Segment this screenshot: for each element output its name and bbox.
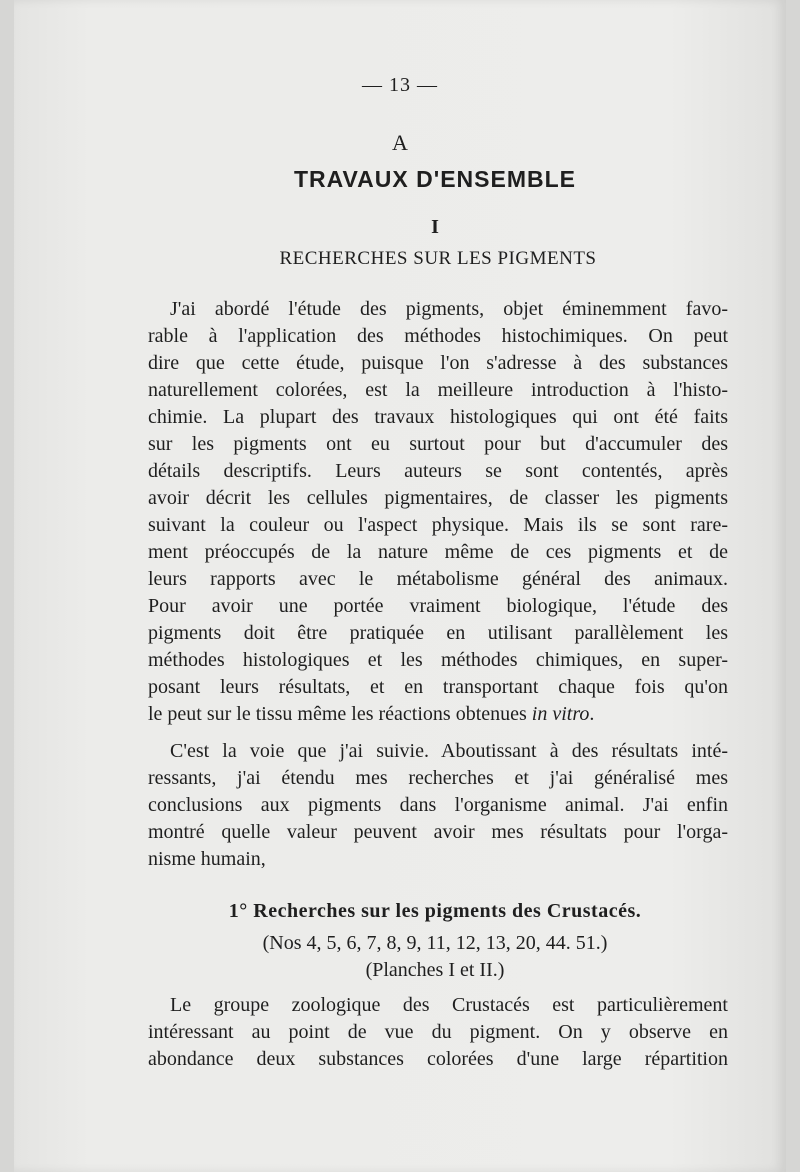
paragraph-line: pigments doit être pratiquée en utilisant parallèlement les — [148, 622, 728, 644]
paragraph-line: Pour avoir une portée vraiment biologique, l'étude des — [148, 595, 728, 617]
paragraph-line: détails descriptifs. Leurs auteurs se sont contentés, après — [148, 460, 728, 482]
paragraph-line: C'est la voie que j'ai suivie. Aboutissant à des résultats inté- — [170, 740, 728, 762]
line-end: . — [589, 703, 595, 725]
section-title: TRAVAUX D'ENSEMBLE — [293, 166, 577, 192]
paragraph-line: Le groupe zoologique des Crustacés est particulièrement — [170, 994, 728, 1016]
paragraph-line: montré quelle valeur peuvent avoir mes résultats pour l'orga- — [148, 821, 728, 843]
paragraph-line: ment préoccupés de la nature même de ces pigments et de — [148, 541, 728, 563]
line-text: le peut sur le tissu même les réactions obtenues — [148, 703, 532, 725]
italic-term: in vitro — [531, 703, 590, 725]
subsection-number: I — [431, 216, 439, 238]
page-number: — 13 — — [362, 74, 438, 96]
item-plates: (Planches I et II.) — [365, 959, 505, 981]
paragraph-line: avoir décrit les cellules pigmentaires, de classer les pigments — [148, 487, 728, 509]
paragraph-line: sur les pigments ont eu surtout pour but d'accumuler des — [148, 433, 728, 455]
paragraph-line: abondance deux substances colorées d'une large répartition — [148, 1048, 728, 1070]
paragraph-line: chimie. La plupart des travaux histologiques qui ont été faits — [148, 406, 728, 428]
paragraph-line: J'ai abordé l'étude des pigments, objet éminemment favo- — [170, 298, 728, 320]
paragraph-line: conclusions aux pigments dans l'organisme animal. J'ai enfin — [148, 794, 728, 816]
paragraph-line: posant leurs résultats, et en transportant chaque fois qu'on — [148, 676, 728, 698]
paragraph-line: dire que cette étude, puisque l'on s'adresse à des substances — [148, 352, 728, 374]
item-references: (Nos 4, 5, 6, 7, 8, 9, 11, 12, 13, 20, 44. 51.) — [262, 932, 608, 954]
paragraph-line: intéressant au point de vue du pigment. On y observe en — [148, 1021, 728, 1043]
item-heading: 1° Recherches sur les pigments des Crustacés. — [228, 900, 642, 922]
paragraph-line: ressants, j'ai étendu mes recherches et j'ai généralisé mes — [148, 767, 728, 789]
subsection-title: RECHERCHES SUR LES PIGMENTS — [279, 248, 597, 269]
paragraph-line: méthodes histologiques et les méthodes chimiques, en super- — [148, 649, 728, 671]
paragraph-line: suivant la couleur ou l'aspect physique. Mais ils se sont rare- — [148, 514, 728, 536]
paragraph-line: nisme humain, — [148, 848, 266, 870]
paragraph-line-last — [148, 701, 728, 727]
paragraph-line: rable à l'application des méthodes histochimiques. On peut — [148, 325, 728, 347]
paragraph-line: naturellement colorées, est la meilleure introduction à l'histo- — [148, 379, 728, 401]
section-letter: A — [392, 130, 408, 155]
paragraph-line: leurs rapports avec le métabolisme général des animaux. — [148, 568, 728, 590]
